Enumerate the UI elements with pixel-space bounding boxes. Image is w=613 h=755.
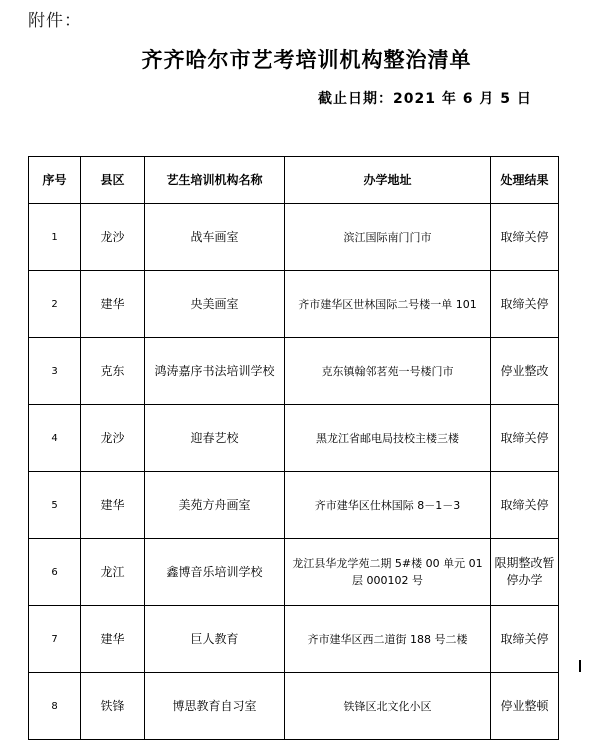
row-number: 2	[29, 271, 81, 338]
edge-mark	[579, 660, 581, 672]
table-header-row	[29, 157, 559, 204]
row-district: 克东	[81, 338, 145, 405]
row-name: 巨人教育	[145, 606, 285, 673]
row-address: 龙江县华龙学苑二期 5#楼 00 单元 01 层 000102 号	[285, 539, 491, 606]
row-number: 6	[29, 539, 81, 606]
row-district: 建华	[81, 271, 145, 338]
row-address: 克东镇翰邻茗苑一号楼门市	[285, 338, 491, 405]
row-number: 1	[29, 204, 81, 271]
row-address: 滨江国际南门门市	[285, 204, 491, 271]
row-result: 取缔关停	[491, 204, 559, 271]
header-address: 办学地址	[285, 157, 491, 204]
table-row	[29, 204, 559, 271]
row-result: 取缔关停	[491, 271, 559, 338]
table-row	[29, 673, 559, 740]
row-district: 建华	[81, 606, 145, 673]
row-address: 黑龙江省邮电局技校主楼三楼	[285, 405, 491, 472]
row-name: 鸿涛嘉序书法培训学校	[145, 338, 285, 405]
header-no: 序号	[29, 157, 81, 204]
row-district: 龙江	[81, 539, 145, 606]
row-name: 美苑方舟画室	[145, 472, 285, 539]
row-name: 博思教育自习室	[145, 673, 285, 740]
table-row	[29, 405, 559, 472]
table-row	[29, 338, 559, 405]
table-row	[29, 271, 559, 338]
page-title: 齐齐哈尔市艺考培训机构整治清单	[141, 47, 472, 72]
row-district: 龙沙	[81, 405, 145, 472]
row-number: 3	[29, 338, 81, 405]
row-district: 建华	[81, 472, 145, 539]
row-result: 停业整顿	[491, 673, 559, 740]
row-result: 取缔关停	[491, 405, 559, 472]
row-address: 齐市建华区世林国际二号楼一单 101	[285, 271, 491, 338]
row-name: 央美画室	[145, 271, 285, 338]
table-row	[29, 539, 559, 606]
row-address: 铁锋区北文化小区	[285, 673, 491, 740]
row-number: 5	[29, 472, 81, 539]
row-name: 迎春艺校	[145, 405, 285, 472]
row-address: 齐市建华区仕林国际 8－1－3	[285, 472, 491, 539]
row-result: 取缔关停	[491, 606, 559, 673]
row-name: 战车画室	[145, 204, 285, 271]
row-result: 取缔关停	[491, 472, 559, 539]
row-name: 鑫博音乐培训学校	[145, 539, 285, 606]
row-number: 4	[29, 405, 81, 472]
row-address: 齐市建华区西二道街 188 号二楼	[285, 606, 491, 673]
row-number: 7	[29, 606, 81, 673]
row-district: 龙沙	[81, 204, 145, 271]
row-number: 8	[29, 673, 81, 740]
header-district: 县区	[81, 157, 145, 204]
header-name: 艺生培训机构名称	[145, 157, 285, 204]
row-result: 限期整改暂停办学	[491, 539, 559, 606]
rectification-table	[28, 156, 559, 740]
table-row	[29, 472, 559, 539]
attachment-label: 附件：	[28, 11, 82, 31]
header-result: 处理结果	[491, 157, 559, 204]
table-row	[29, 606, 559, 673]
row-result: 停业整改	[491, 338, 559, 405]
row-district: 铁锋	[81, 673, 145, 740]
deadline-date: 截止日期：2021 年 6 月 5 日	[318, 91, 532, 107]
